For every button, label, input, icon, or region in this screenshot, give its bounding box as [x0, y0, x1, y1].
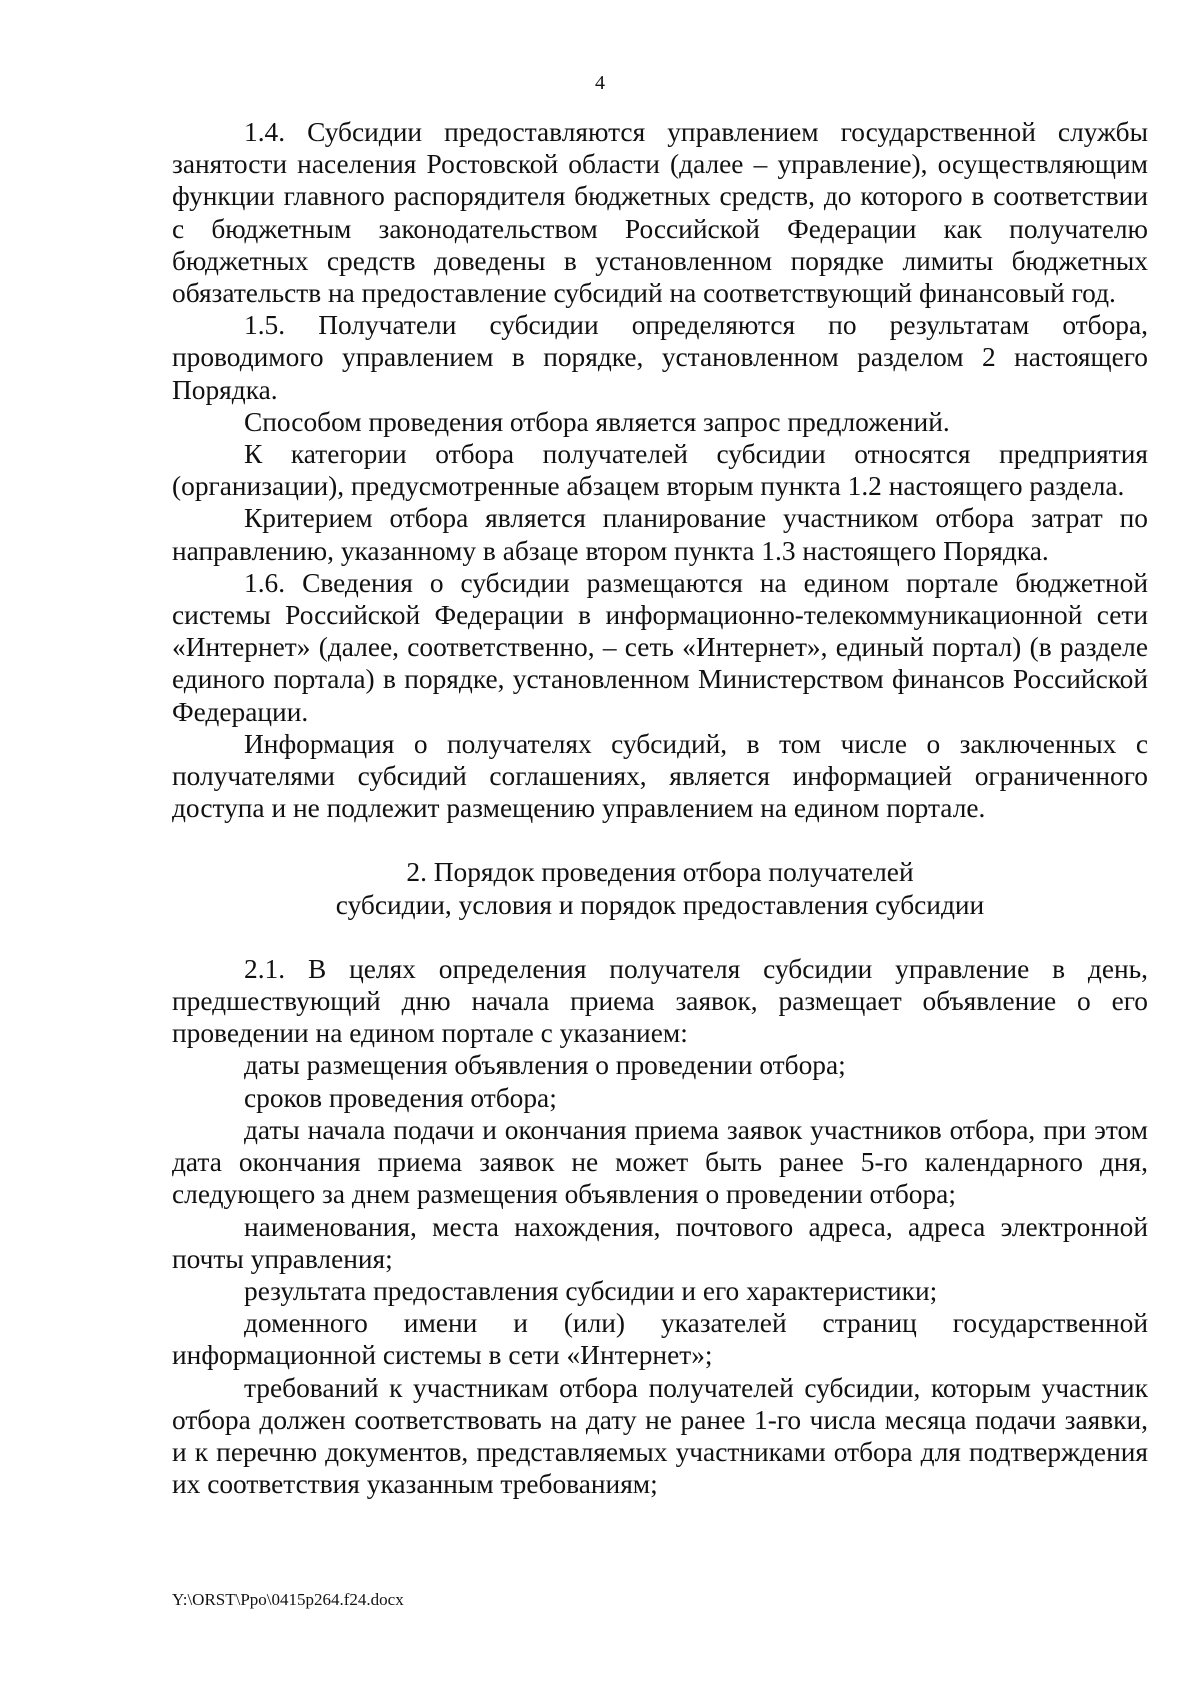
paragraph-selection-method: Способом проведения отбора является запрос предложений.: [244, 406, 950, 437]
paragraph-1-5: 1.5. Получатели субсидии определяются по результатам отбора, проводимого управлением в порядке, установленном разделом 2 настоящего Порядка.: [172, 310, 1148, 405]
paragraph-1-6: 1.6. Сведения о субсидии размещаются на едином портале бюджетной системы Российской Федерации в информационно-телекоммуникационной сети «Интернет» (далее, соответственно, – сеть «Интернет», единый портал) (в разделе единого портала) в порядке, установленном Министерством финансов Российской Федерации.: [172, 567, 1148, 727]
list-item-application-dates: даты начала подачи и окончания приема заявок участников отбора, при этом дата окончания приема заявок не может быть ранее 5-го календарного дня, следующего за днем размещения объявления о проведении отбора;: [172, 1114, 1148, 1210]
list-item-contact-details: наименования, места нахождения, почтового адреса, адреса электронной почты управления;: [172, 1211, 1148, 1274]
list-item-domain-name: доменного имени и (или) указателей страниц государственной информационной системы в сети «Интернет»;: [172, 1308, 1148, 1371]
paragraph-selection-criterion: Критерием отбора является планирование участником отбора затрат по направлению, указанному в абзаце втором пункта 1.3 настоящего Порядка.: [172, 503, 1148, 566]
page-number: 4: [595, 72, 605, 94]
section-heading-line-1: 2. Порядок проведения отбора получателей: [406, 857, 914, 888]
list-item-subsidy-result: результата предоставления субсидии и его характеристики;: [244, 1275, 938, 1306]
section-heading: [172, 856, 1148, 920]
list-item-participant-requirements: требований к участникам отбора получателей субсидии, которым участник отбора должен соответствовать на дату не ранее 1-го числа месяца подачи заявки, и к перечню документов, представляемых участниками отбора для подтверждения их соответствия указанным требованиям;: [172, 1372, 1148, 1500]
list-item-selection-terms: сроков проведения отбора;: [244, 1082, 557, 1113]
section-heading-line-2: субсидии, условия и порядок предоставления субсидии: [335, 889, 985, 920]
paragraph-recipient-info: Информация о получателях субсидий, в том числе о заключенных с получателями субсидий соглашениях, является информацией ограниченного доступа и не подлежит размещению управлением на едином портале.: [172, 728, 1148, 824]
document-body: [172, 116, 1148, 1500]
list-item-announcement-date: даты размещения объявления о проведении отбора;: [244, 1050, 846, 1081]
paragraph-2-1: 2.1. В целях определения получателя субсидии управление в день, предшествующий дню начала приема заявок, размещает объявление о его проведении на едином портале с указанием:: [172, 953, 1148, 1049]
footer-file-path: Y:\ORST\Ppo\0415p264.f24.docx: [172, 1590, 404, 1609]
paragraph-1-4: 1.4. Субсидии предоставляются управлением государственной службы занятости населения Ростовской области (далее – управление), осуществляющим функции главного распорядителя бюджетных средств, до которого в соответствии с бюджетным законодательством Российской Федерации как получателю бюджетных средств доведены в установленном порядке лимиты бюджетных обязательств на предоставление субсидий на соответствующий финансовый год.: [172, 117, 1148, 309]
paragraph-selection-category: К категории отбора получателей субсидии относятся предприятия (организации), предусмотренные абзацем вторым пункта 1.2 настоящего раздела.: [172, 439, 1148, 502]
